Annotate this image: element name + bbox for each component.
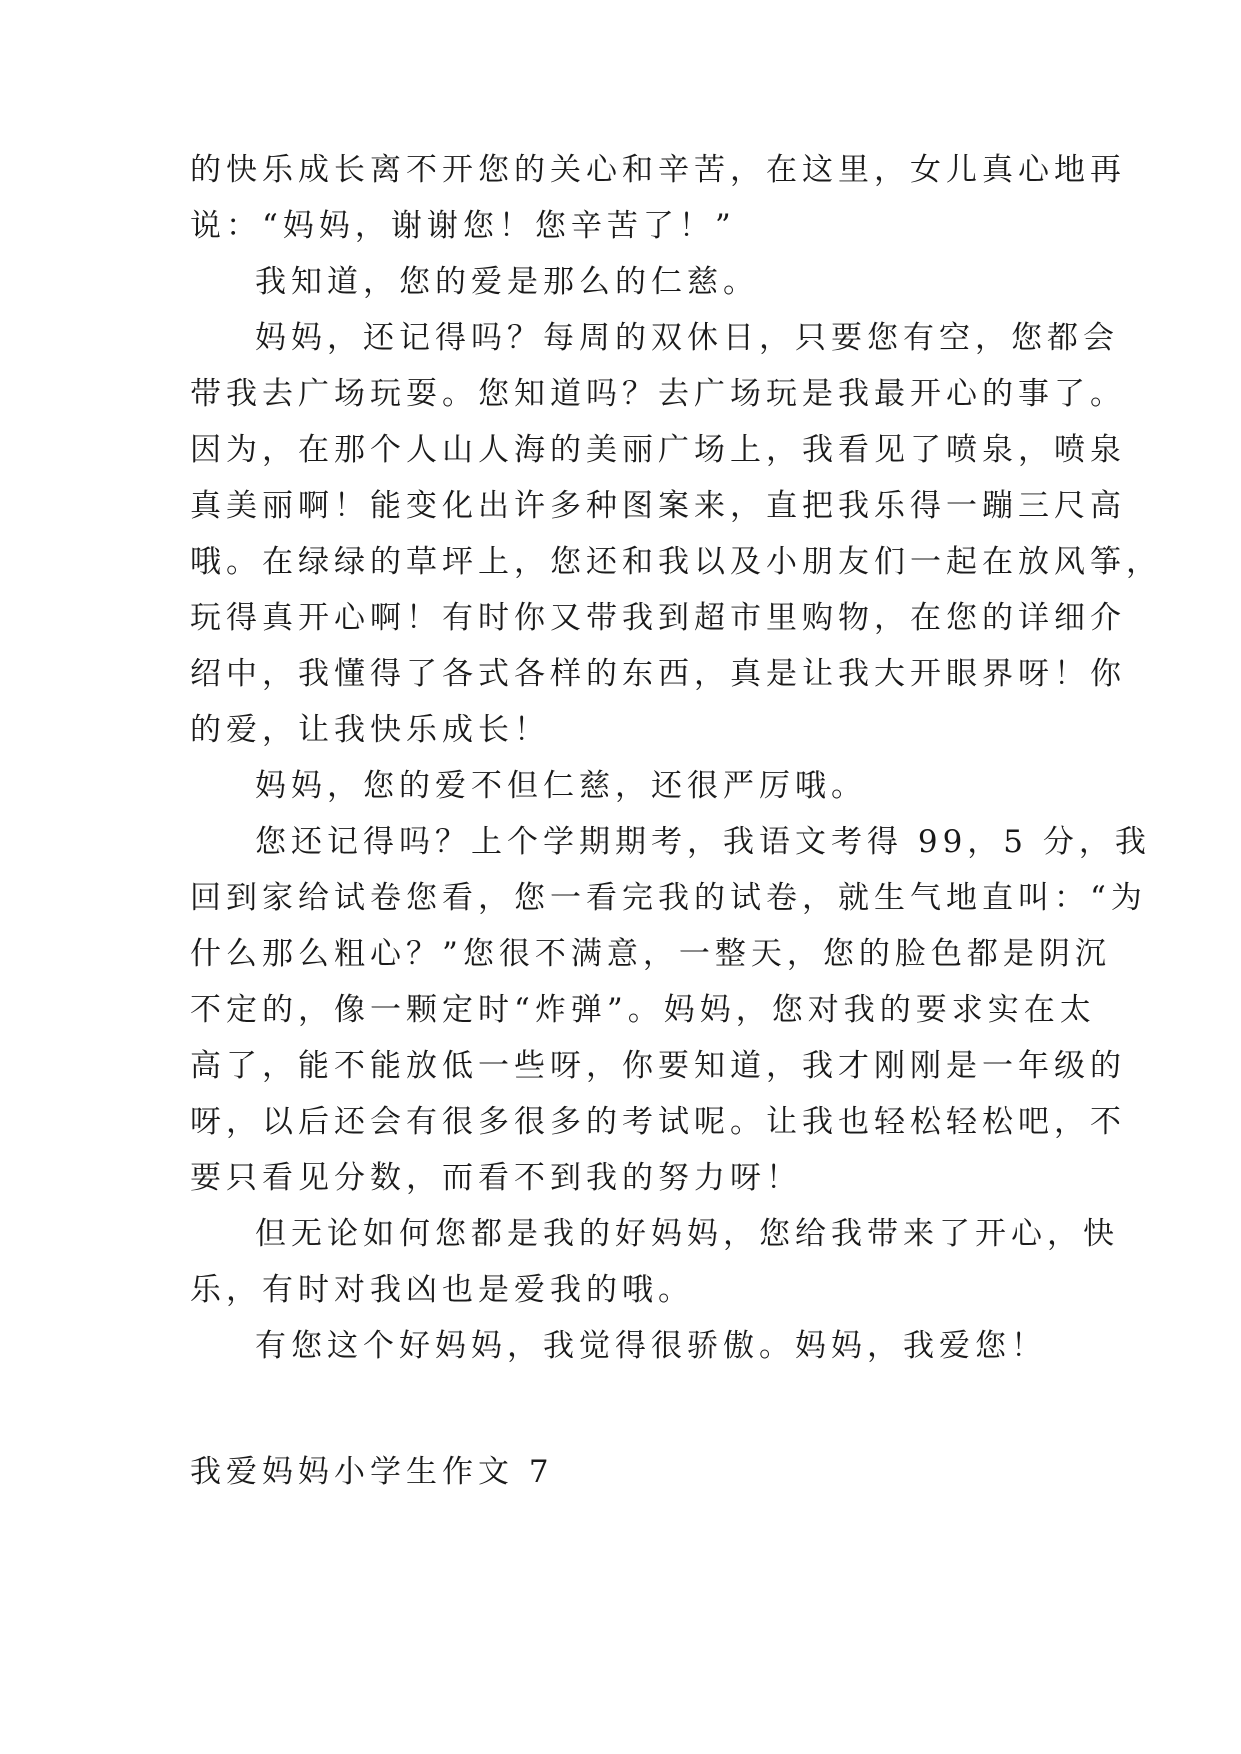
paragraph-line: 妈妈，您的爱不但仁慈，还很严厉哦。 xyxy=(255,768,867,804)
paragraph-line: 但无论如何您都是我的好妈妈，您给我带来了开心，快 xyxy=(255,1216,1119,1252)
text-line: 高了，能不能放低一些呀，你要知道，我才刚刚是一年级的 xyxy=(190,1048,1126,1084)
text-line: 回到家给试卷您看，您一看完我的试卷，就生气地直叫：“为 xyxy=(190,880,1147,916)
text-line: 说：“妈妈，谢谢您！您辛苦了！” xyxy=(190,208,736,244)
text-line: 的爱，让我快乐成长！ xyxy=(190,712,550,748)
paragraph-line: 妈妈，还记得吗？每周的双休日，只要您有空，您都会 xyxy=(255,320,1119,356)
text-line: 哦。在绿绿的草坪上，您还和我以及小朋友们一起在放风筝， xyxy=(190,544,1162,580)
text-line: 真美丽啊！能变化出许多种图案来，直把我乐得一蹦三尺高 xyxy=(190,488,1126,524)
text-line: 要只看见分数，而看不到我的努力呀！ xyxy=(190,1160,802,1196)
section-title: 我爱妈妈小学生作文 7 xyxy=(190,1454,554,1490)
paragraph-line: 您还记得吗？上个学期期考，我语文考得 99，5 分，我 xyxy=(255,824,1151,860)
text-line: 的快乐成长离不开您的关心和辛苦，在这里，女儿真心地再 xyxy=(190,152,1126,188)
paragraph-line: 有您这个好妈妈，我觉得很骄傲。妈妈，我爱您！ xyxy=(255,1328,1047,1364)
text-line: 呀，以后还会有很多很多的考试呢。让我也轻松轻松吧，不 xyxy=(190,1104,1126,1140)
text-line: 乐，有时对我凶也是爱我的哦。 xyxy=(190,1272,694,1308)
text-line: 绍中，我懂得了各式各样的东西，真是让我大开眼界呀！你 xyxy=(190,656,1126,692)
text-line: 不定的，像一颗定时“炸弹”。妈妈，您对我的要求实在太 xyxy=(190,992,1096,1028)
text-line: 因为，在那个人山人海的美丽广场上，我看见了喷泉，喷泉 xyxy=(190,432,1126,468)
text-line: 玩得真开心啊！有时你又带我到超市里购物，在您的详细介 xyxy=(190,600,1126,636)
text-line: 什么那么粗心？”您很不满意，一整天，您的脸色都是阴沉 xyxy=(190,936,1111,972)
text-line: 带我去广场玩耍。您知道吗？去广场玩是我最开心的事了。 xyxy=(190,376,1126,412)
paragraph-line: 我知道，您的爱是那么的仁慈。 xyxy=(255,264,759,300)
